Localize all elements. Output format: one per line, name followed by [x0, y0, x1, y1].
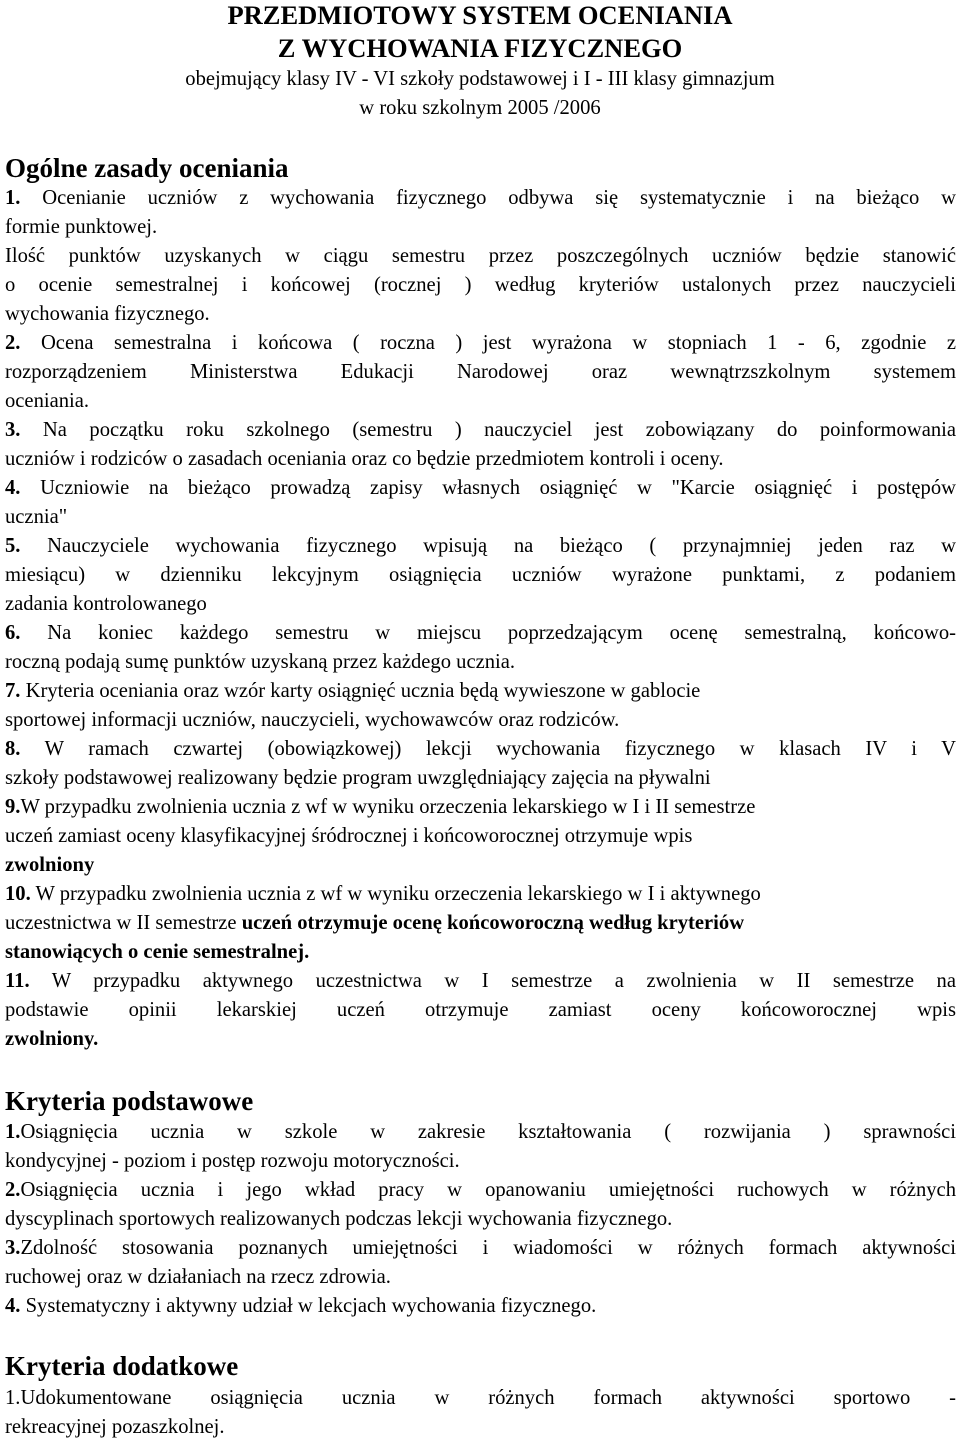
rule-10-line-2: uczestnictwa w II semestrze uczeń otrzymuje ocenę końcoworoczną według kryteriów [5, 912, 745, 934]
rule-9-line-3: zwolniony [5, 854, 95, 876]
rule-2-line-3: oceniania. [5, 390, 90, 412]
basic-criterion-3-line-2: ruchowej oraz w działaniach na rzecz zdrowia. [5, 1266, 391, 1288]
rule-7-line-1: 7. Kryteria oceniania oraz wzór karty osiągnięć ucznia będą wywieszone w gablocie [5, 680, 701, 702]
doc-title-line-1: PRZEDMIOTOWY SYSTEM OCENIANIA [227, 0, 733, 30]
rule-11-line-2: podstawie opinii lekarskiej uczeń otrzymuje zamiast oceny końcoworocznej wpis [5, 999, 956, 1021]
rule-8-line-2: szkoły podstawowej realizowany będzie program uwzględniający zajęcia na pływalni [5, 767, 711, 789]
rule-8-line-1: 8. W ramach czwartej (obowiązkowej) lekcji wychowania fizycznego w klasach IV i V [5, 738, 957, 760]
rule-2-line-2: rozporządzeniem Ministerstwa Edukacji Narodowej oraz wewnątrzszkolnym systemem [5, 361, 956, 383]
rule-3-line-1: 3. Na początku roku szkolnego (semestru ) nauczyciel jest zobowiązany do poinformowania [5, 419, 956, 441]
rule-1-line-4: o ocenie semestralnej i końcowej (rocznej ) według kryteriów ustalonych przez nauczycieli [5, 274, 956, 296]
rule-9-line-1: 9.W przypadku zwolnienia ucznia z wf w wyniku orzeczenia lekarskiego w I i II semestrze [5, 796, 756, 818]
section-heading-basic-criteria: Kryteria podstawowe [5, 1086, 254, 1116]
rule-1-line-2: formie punktowej. [5, 216, 158, 238]
rule-4-line-1: 4. Uczniowie na bieżąco prowadzą zapisy własnych osiągnięć w "Karcie osiągnięć i postępów [5, 477, 956, 499]
basic-criterion-1-line-2: kondycyjnej - poziom i postęp rozwoju motoryczności. [5, 1150, 460, 1172]
doc-subtitle-line-2: w roku szkolnym 2005 /2006 [359, 97, 601, 119]
rule-6-line-1: 6. Na koniec każdego semestru w miejscu poprzedzającym ocenę semestralną, końcowo- [5, 622, 956, 644]
rule-5-line-2: miesiącu) w dzienniku lekcyjnym osiągnięcia uczniów wyrażone punktami, z podaniem [5, 564, 956, 586]
rule-11-line-3: zwolniony. [5, 1028, 99, 1050]
rule-9-line-2: uczeń zamiast oceny klasyfikacyjnej śródrocznej i końcoworocznej otrzymuje wpis [5, 825, 693, 847]
rule-6-line-2: roczną podają sumę punktów uzyskaną przez każdego ucznia. [5, 651, 516, 673]
basic-criterion-3-line-1: 3.Zdolność stosowania poznanych umiejętności i wiadomości w różnych formach aktywności [5, 1237, 956, 1259]
section-heading-additional-criteria: Kryteria dodatkowe [5, 1351, 239, 1381]
rule-1-line-3: Ilość punktów uzyskanych w ciągu semestru przez poszczególnych uczniów będzie stanowić [5, 245, 956, 267]
rule-3-line-2: uczniów i rodziców o zasadach oceniania oraz co będzie przedmiotem kontroli i oceny. [5, 448, 724, 470]
basic-criterion-1-line-1: 1.Osiągnięcia ucznia w szkole w zakresie kształtowania ( rozwijania ) sprawności [5, 1121, 956, 1143]
doc-subtitle-line-1: obejmujący klasy IV - VI szkoły podstawowej i I - III klasy gimnazjum [185, 68, 775, 90]
basic-criterion-2-line-2: dyscyplinach sportowych realizowanych podczas lekcji wychowania fizycznego. [5, 1208, 673, 1230]
section-heading-general: Ogólne zasady oceniania [5, 153, 289, 183]
rule-5-line-1: 5. Nauczyciele wychowania fizycznego wpisują na bieżąco ( przynajmniej jeden raz w [5, 535, 957, 557]
rule-1-line-1: 1. Ocenianie uczniów z wychowania fizycznego odbywa się systematycznie i na bieżąco w [5, 187, 956, 209]
basic-criterion-4-line-1: 4. Systematyczny i aktywny udział w lekcjach wychowania fizycznego. [5, 1295, 597, 1317]
rule-10-line-3: stanowiących o cenie semestralnej. [5, 941, 310, 963]
rule-7-line-2: sportowej informacji uczniów, nauczycieli, wychowawców oraz rodziców. [5, 709, 620, 731]
rule-10-line-1: 10. W przypadku zwolnienia ucznia z wf w wyniku orzeczenia lekarskiego w I i aktywnego [5, 883, 761, 905]
rule-11-line-1: 11. W przypadku aktywnego uczestnictwa w I semestrze a zwolnienia w II semestrze na [5, 970, 956, 992]
additional-criterion-1-line-2: rekreacyjnej pozaszkolnej. [5, 1416, 225, 1438]
basic-criterion-2-line-1: 2.Osiągnięcia ucznia i jego wkład pracy w opanowaniu umiejętności ruchowych w różnych [5, 1179, 956, 1201]
doc-title-line-2: Z WYCHOWANIA FIZYCZNEGO [277, 33, 683, 63]
rule-2-line-1: 2. Ocena semestralna i końcowa ( roczna ) jest wyrażona w stopniach 1 - 6, zgodnie z [5, 332, 956, 354]
rule-4-line-2: ucznia" [5, 506, 68, 528]
additional-criterion-1-line-1: 1.Udokumentowane osiągnięcia ucznia w różnych formach aktywności sportowo - [5, 1387, 956, 1409]
rule-1-line-5: wychowania fizycznego. [5, 303, 210, 325]
rule-5-line-3: zadania kontrolowanego [5, 593, 207, 615]
